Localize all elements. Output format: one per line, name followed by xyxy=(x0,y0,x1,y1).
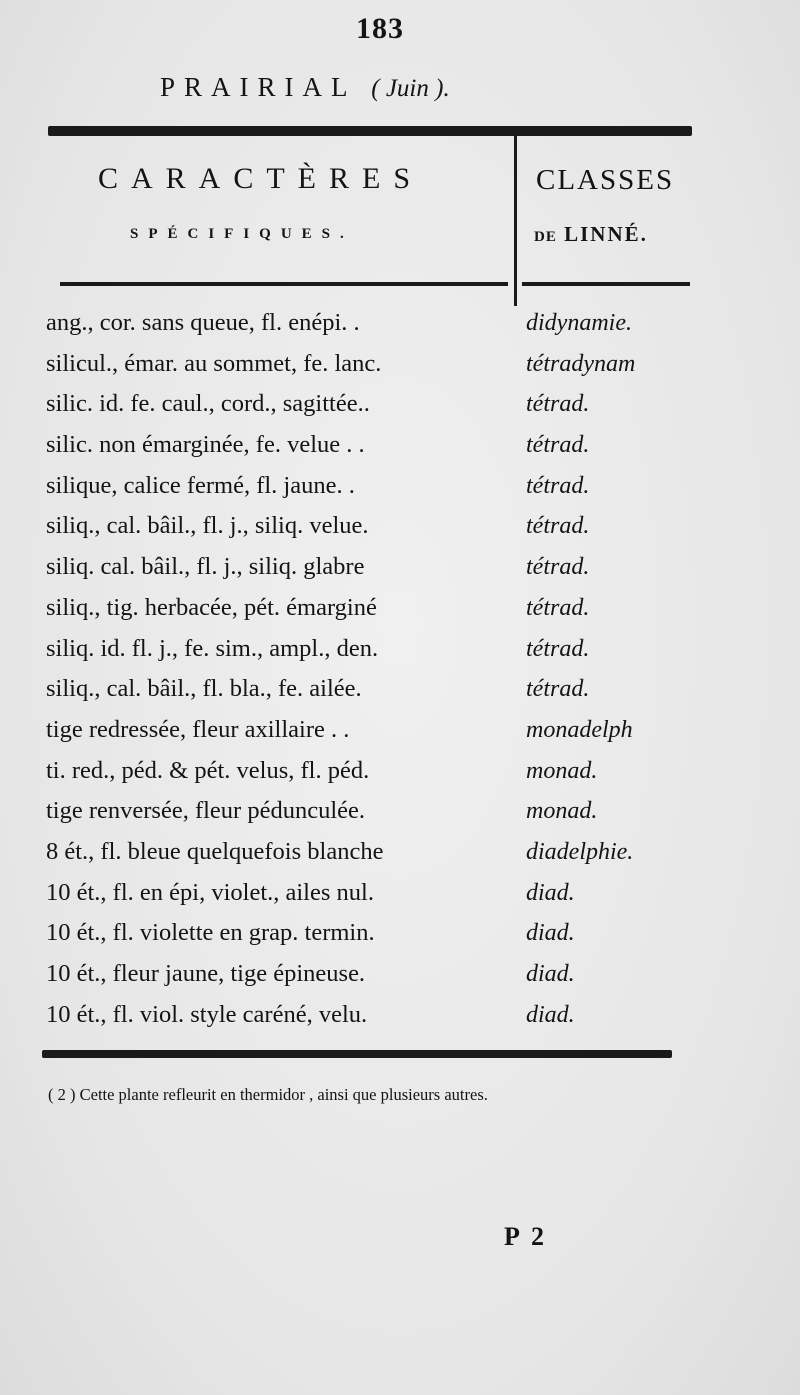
row-class: tétrad. xyxy=(526,391,590,418)
row-description: ang., cor. sans queue, fl. enépi. . xyxy=(46,309,360,336)
row-description: siliq. id. fl. j., fe. sim., ampl., den. xyxy=(46,634,379,662)
row-class: tétrad. xyxy=(526,432,590,459)
row-description: silique, calice fermé, fl. jaune. . xyxy=(46,471,355,499)
right-column-title: CLASSES xyxy=(536,164,675,196)
running-head-month: PRAIRIAL xyxy=(160,72,356,102)
table-row xyxy=(46,347,706,388)
running-head xyxy=(160,72,620,103)
top-rule xyxy=(48,126,692,136)
row-class: diad. xyxy=(526,1001,575,1028)
left-column-title: CARACTÈRES xyxy=(98,162,424,195)
table-row xyxy=(46,428,706,469)
row-class: tétrad. xyxy=(526,472,590,499)
row-description: tige redressée, fleur axillaire . . xyxy=(46,715,350,743)
table-row xyxy=(46,916,706,957)
table-row xyxy=(46,754,706,795)
table-row xyxy=(46,672,706,713)
row-class: tétrad. xyxy=(526,676,590,703)
right-column-subtitle-prefix: DE xyxy=(534,229,557,245)
table-row xyxy=(46,835,706,876)
row-description: 8 ét., fl. bleue quelquefois blanche xyxy=(46,837,384,865)
row-description: siliq., tig. herbacée, pét. émarginé xyxy=(46,593,377,621)
row-description: 10 ét., fl. violette en grap. termin. xyxy=(46,919,375,947)
table-row xyxy=(46,794,706,835)
table-row xyxy=(46,632,706,673)
table-row xyxy=(46,469,706,510)
table-row xyxy=(46,998,706,1039)
row-class: diad. xyxy=(526,961,575,987)
left-header-rule xyxy=(60,282,508,286)
table-row xyxy=(46,876,706,917)
table-row xyxy=(46,509,706,550)
row-description: 10 ét., fl. en épi, violet., ailes nul. xyxy=(46,878,374,906)
row-class: didynamie. xyxy=(526,310,632,336)
row-class: tétradynam xyxy=(526,350,636,377)
bottom-rule xyxy=(42,1050,672,1058)
row-description: 10 ét., fleur jaune, tige épineuse. xyxy=(46,960,366,987)
table-row xyxy=(46,387,706,428)
row-class: tétrad. xyxy=(526,594,590,621)
species-table xyxy=(46,306,706,1038)
row-class: monadelph xyxy=(526,716,633,743)
running-head-translation: ( Juin ). xyxy=(371,75,450,102)
right-header-rule xyxy=(522,282,690,286)
right-column-subtitle-name: LINNÉ. xyxy=(564,222,648,246)
table-row xyxy=(46,713,706,754)
column-divider xyxy=(514,136,517,306)
row-description: 10 ét., fl. viol. style caréné, velu. xyxy=(46,1000,368,1028)
row-class: diad. xyxy=(526,879,575,906)
row-class: diad. xyxy=(526,920,575,947)
table-row xyxy=(46,550,706,591)
row-class: monad. xyxy=(526,798,598,825)
table-row xyxy=(46,306,706,347)
row-class: tétrad. xyxy=(526,635,590,662)
table-row xyxy=(46,957,706,998)
footnote: ( 2 ) Cette plante refleurit en thermidor , ainsi que plusieurs autres. xyxy=(48,1085,488,1104)
row-class: tétrad. xyxy=(526,554,590,581)
left-column-subtitle: SPÉCIFIQUES. xyxy=(130,226,354,242)
row-description: siliq., cal. bâil., fl. j., siliq. velue. xyxy=(46,512,369,540)
table-row xyxy=(46,591,706,632)
row-description: silic. non émarginée, fe. velue . . xyxy=(46,431,365,459)
row-class: tétrad. xyxy=(526,513,590,540)
signature-mark: P 2 xyxy=(504,1222,547,1251)
row-description: tige renversée, fleur pédunculée. xyxy=(46,797,366,825)
page-number: 183 xyxy=(356,12,404,45)
row-description: silic. id. fe. caul., cord., sagittée.. xyxy=(46,390,370,418)
row-description: ti. red., péd. & pét. velus, fl. péd. xyxy=(46,756,370,784)
row-description: siliq. cal. bâil., fl. j., siliq. glabre xyxy=(46,553,365,581)
row-description: silicul., émar. au sommet, fe. lanc. xyxy=(46,349,382,377)
right-column-subtitle xyxy=(534,222,694,247)
row-description: siliq., cal. bâil., fl. bla., fe. ailée. xyxy=(46,675,362,703)
row-class: diadelphie. xyxy=(526,838,634,865)
row-class: monad. xyxy=(526,757,598,784)
